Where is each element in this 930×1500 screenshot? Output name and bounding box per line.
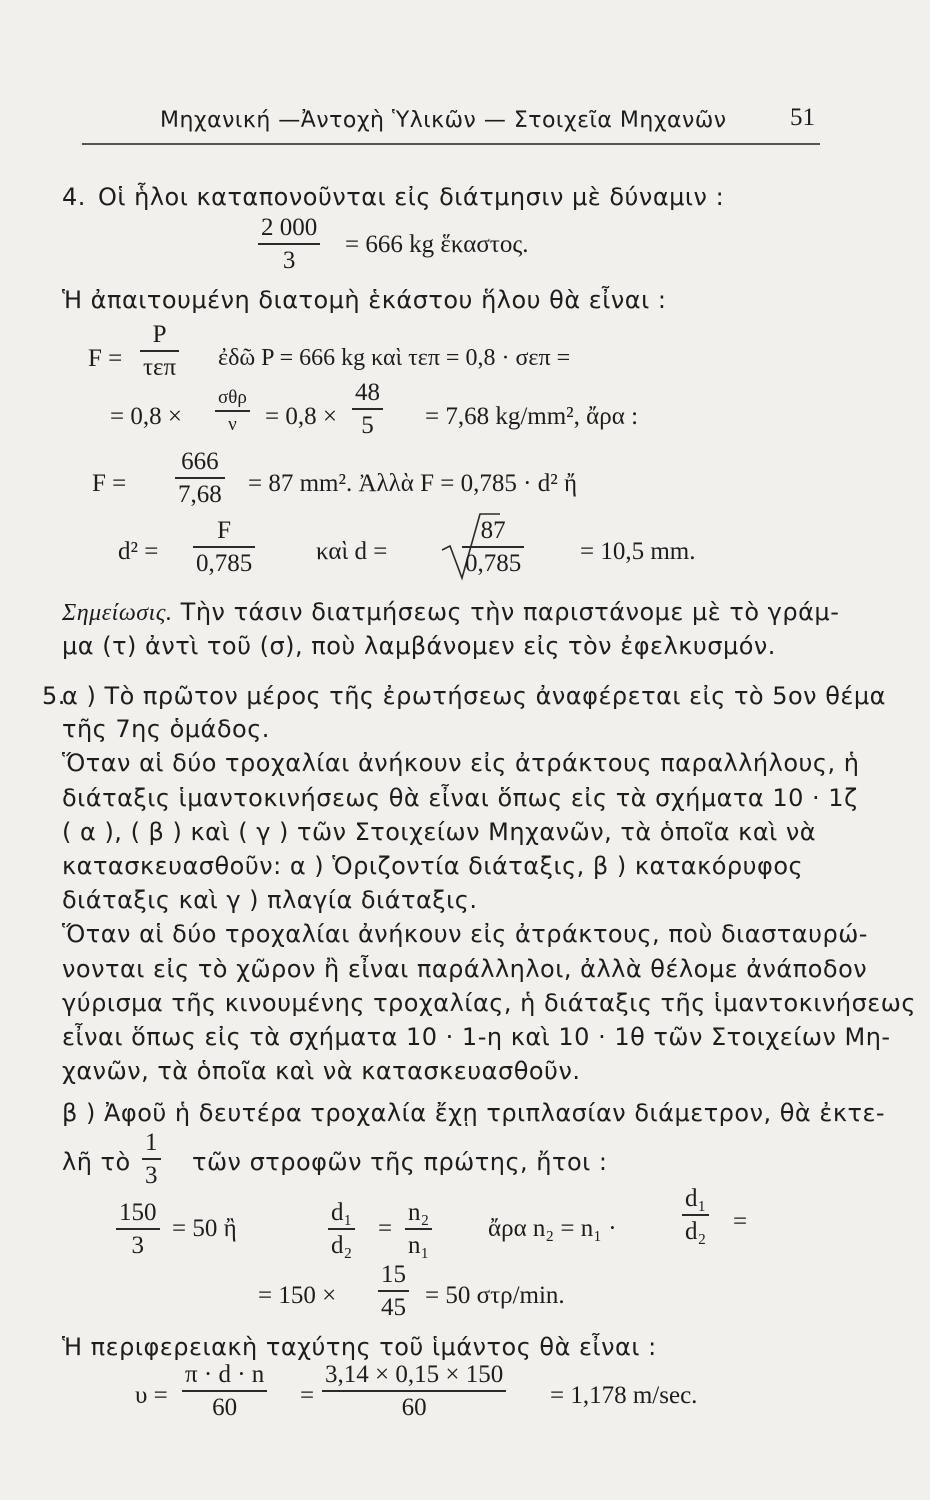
problem-4-number: 4.	[62, 183, 86, 211]
eq-g-lhs: υ =	[135, 1382, 168, 1409]
fraction-pi-d-n-over-60	[182, 1362, 267, 1420]
shear-force-result: = 666 kg ἕκαστος.	[345, 231, 529, 258]
note-paragraph	[62, 598, 839, 627]
eq-f-part-b: = 50 στρ/min.	[425, 1282, 565, 1309]
problem-5-line-8: Ὅταν αἱ δύο τροχαλίαι ἀνήκουν εἰς ἀτράκτους, ποὺ διασταυρώ-	[62, 920, 868, 948]
numerator: 150	[119, 1199, 157, 1226]
eq-a-middle: ἐδῶ P = 666 kg καὶ τεπ = 0,8 · σεπ =	[218, 345, 571, 371]
numerator: 2 000	[261, 214, 318, 241]
problem-5-line-9: νονται εἰς τὸ χῶρον ἢ εἶναι παράλληλοι, ἀλλὰ θέλομε ἀνάποδον	[62, 955, 868, 983]
problem-5-line-4: διάταξις ἱμαντοκινήσεως θὰ εἶναι ὅπως εἰς τὰ σχήματα 10 · 1ζ	[62, 784, 858, 812]
eq-f-part-a: = 150 ×	[258, 1282, 337, 1309]
eq-g-equals: =	[300, 1382, 315, 1409]
denominator: 5	[361, 411, 374, 439]
part-b-line-2b: τῶν στροφῶν τῆς πρώτης, ἤτοι :	[192, 1148, 608, 1176]
problem-5-line-5: ( α ), ( β ) καὶ ( γ ) τῶν Στοιχείων Μηχανῶν, τὰ ὁποῖα καὶ νὰ	[62, 818, 817, 846]
denominator: 60	[212, 1393, 238, 1421]
fraction-n2-over-n1	[405, 1200, 432, 1258]
denominator: 3	[131, 1231, 144, 1259]
problem-5-line-6: κατασκευασθοῦν: α ) Ὁριζοντία διάταξις, β ) κατακόρυφος	[62, 852, 804, 880]
denominator: 60	[401, 1393, 427, 1421]
denominator: d₂	[331, 1231, 353, 1259]
problem-5-line-1: α ) Τὸ πρῶτον μέρος τῆς ἐρωτήσεως ἀναφέρεται εἰς τὸ 5ον θέμα	[62, 682, 886, 710]
denominator: τεπ	[143, 353, 177, 381]
problem-5-line-10: γύρισμα τῆς κινουμένης τροχαλίας, ἡ διάταξις τῆς ἱμαντοκινήσεως	[62, 989, 916, 1017]
denominator: d₂	[685, 1217, 707, 1245]
note-line-2: μα (τ) ἀντὶ τοῦ (σ), ποὺ λαμβάνομεν εἰς τὸν ἐφελκυσμόν.	[62, 632, 776, 660]
eq-e-part-c: =	[733, 1208, 748, 1235]
fraction-p-over-tau	[140, 322, 179, 380]
problem-4-line-1: Οἱ ἧλοι καταπονοῦνται εἰς διάτμησιν μὲ δύναμιν :	[98, 183, 725, 211]
denominator: 3	[145, 1161, 158, 1189]
eq-d-middle: καὶ d =	[316, 538, 388, 565]
numerator: F	[217, 517, 232, 544]
fraction-sigma-over-nu	[215, 388, 250, 434]
problem-5-line-11: εἶναι ὅπως εἰς τὰ σχήματα 10 · 1-η καὶ 10 · 1θ τῶν Στοιχείων Μη-	[62, 1023, 891, 1051]
fraction-d1-over-d2	[328, 1200, 355, 1258]
part-b-line-1: β ) Ἀφοῦ ἡ δευτέρα τροχαλία ἔχῃ τριπλασίαν διάμετρον, θὰ ἐκτε-	[62, 1099, 886, 1127]
eq-d-rest: = 10,5 mm.	[580, 538, 696, 565]
denominator: 0,785	[196, 549, 253, 577]
problem-4-line-2: Ἡ ἀπαιτουμένη διατομὴ ἑκάστου ἥλου θὰ εἶναι :	[62, 286, 667, 314]
numerator: 3,14 × 0,15 × 150	[325, 1361, 504, 1388]
numerator: 48	[355, 379, 380, 406]
eq-e-part-b: ἄρα n₂ = n₁ ·	[488, 1215, 617, 1242]
eq-a-lhs: F =	[88, 345, 123, 372]
problem-5-number: 5.	[42, 682, 66, 710]
denominator: 45	[381, 1293, 406, 1321]
problem-5-line-12: χανῶν, τὰ ὁποῖα καὶ νὰ κατασκευασθοῦν.	[62, 1057, 581, 1085]
eq-e-part-a: = 50 ἢ	[172, 1215, 237, 1242]
speed-line: Ἡ περιφερειακὴ ταχύτης τοῦ ἱμάντος θὰ εἶναι :	[62, 1333, 657, 1361]
numerator: 1	[145, 1129, 158, 1156]
page-number: 51	[790, 104, 815, 131]
denominator: n₁	[408, 1231, 430, 1259]
problem-5-line-2: τῆς 7ης ὁμάδος.	[62, 715, 270, 743]
fraction-d1-over-d2-second	[682, 1186, 709, 1244]
fraction-48-over-5	[352, 380, 383, 438]
eq-d-lhs: d² =	[118, 538, 159, 565]
fraction-15-over-45	[378, 1262, 409, 1320]
numerator: n₂	[408, 1199, 430, 1226]
part-b-line-2a: λῆ τὸ	[62, 1148, 131, 1176]
fraction-150-over-3	[116, 1200, 160, 1258]
numerator: d₁	[685, 1185, 707, 1212]
header-rule	[82, 143, 820, 145]
fraction-1-over-3	[142, 1130, 161, 1188]
fraction-f-over-0785	[193, 518, 255, 576]
eq-g-rest: = 1,178 m/sec.	[550, 1382, 698, 1409]
denominator: 0,785	[465, 549, 522, 577]
numerator: P	[152, 321, 167, 348]
problem-5-line-7: διάταξις καὶ γ ) πλαγία διάταξις.	[62, 886, 478, 914]
denominator: 7,68	[178, 480, 222, 508]
note-line-1: Τὴν τάσιν διατμήσεως τὴν παριστάνομε μὲ τὸ γράμ-	[180, 598, 840, 626]
problem-5-line-3: Ὅταν αἱ δύο τροχαλίαι ἀνήκουν εἰς ἀτράκτους παραλλήλους, ἡ	[62, 749, 860, 777]
eq-c-lhs: F =	[92, 470, 127, 497]
eq-e-equals: =	[378, 1215, 393, 1242]
numerator: π · d · n	[185, 1361, 265, 1388]
fraction-product-over-60	[322, 1362, 506, 1420]
denominator: ν	[228, 413, 237, 435]
numerator: 666	[181, 448, 219, 475]
eq-c-rest: = 87 mm². Ἀλλὰ F = 0,785 · d² ἤ	[248, 470, 578, 497]
running-title: Μηχανική —Ἀντοχὴ Ὑλικῶν — Στοιχεῖα Μηχανῶν	[160, 108, 727, 133]
note-label: Σημείωσις.	[62, 600, 173, 626]
fraction-2000-over-3	[258, 215, 320, 273]
numerator: d₁	[331, 1199, 353, 1226]
fraction-666-over-768	[175, 449, 225, 507]
numerator: σθρ	[218, 387, 247, 408]
denominator: 3	[282, 246, 296, 274]
fraction-87-over-0785	[462, 518, 524, 576]
numerator: 15	[381, 1261, 406, 1288]
eq-b-part-b: = 0,8 ×	[265, 403, 337, 430]
numerator: 87	[480, 517, 506, 544]
eq-b-part-c: = 7,68 kg/mm², ἄρα :	[425, 403, 639, 430]
eq-b-part-a: = 0,8 ×	[110, 403, 182, 430]
